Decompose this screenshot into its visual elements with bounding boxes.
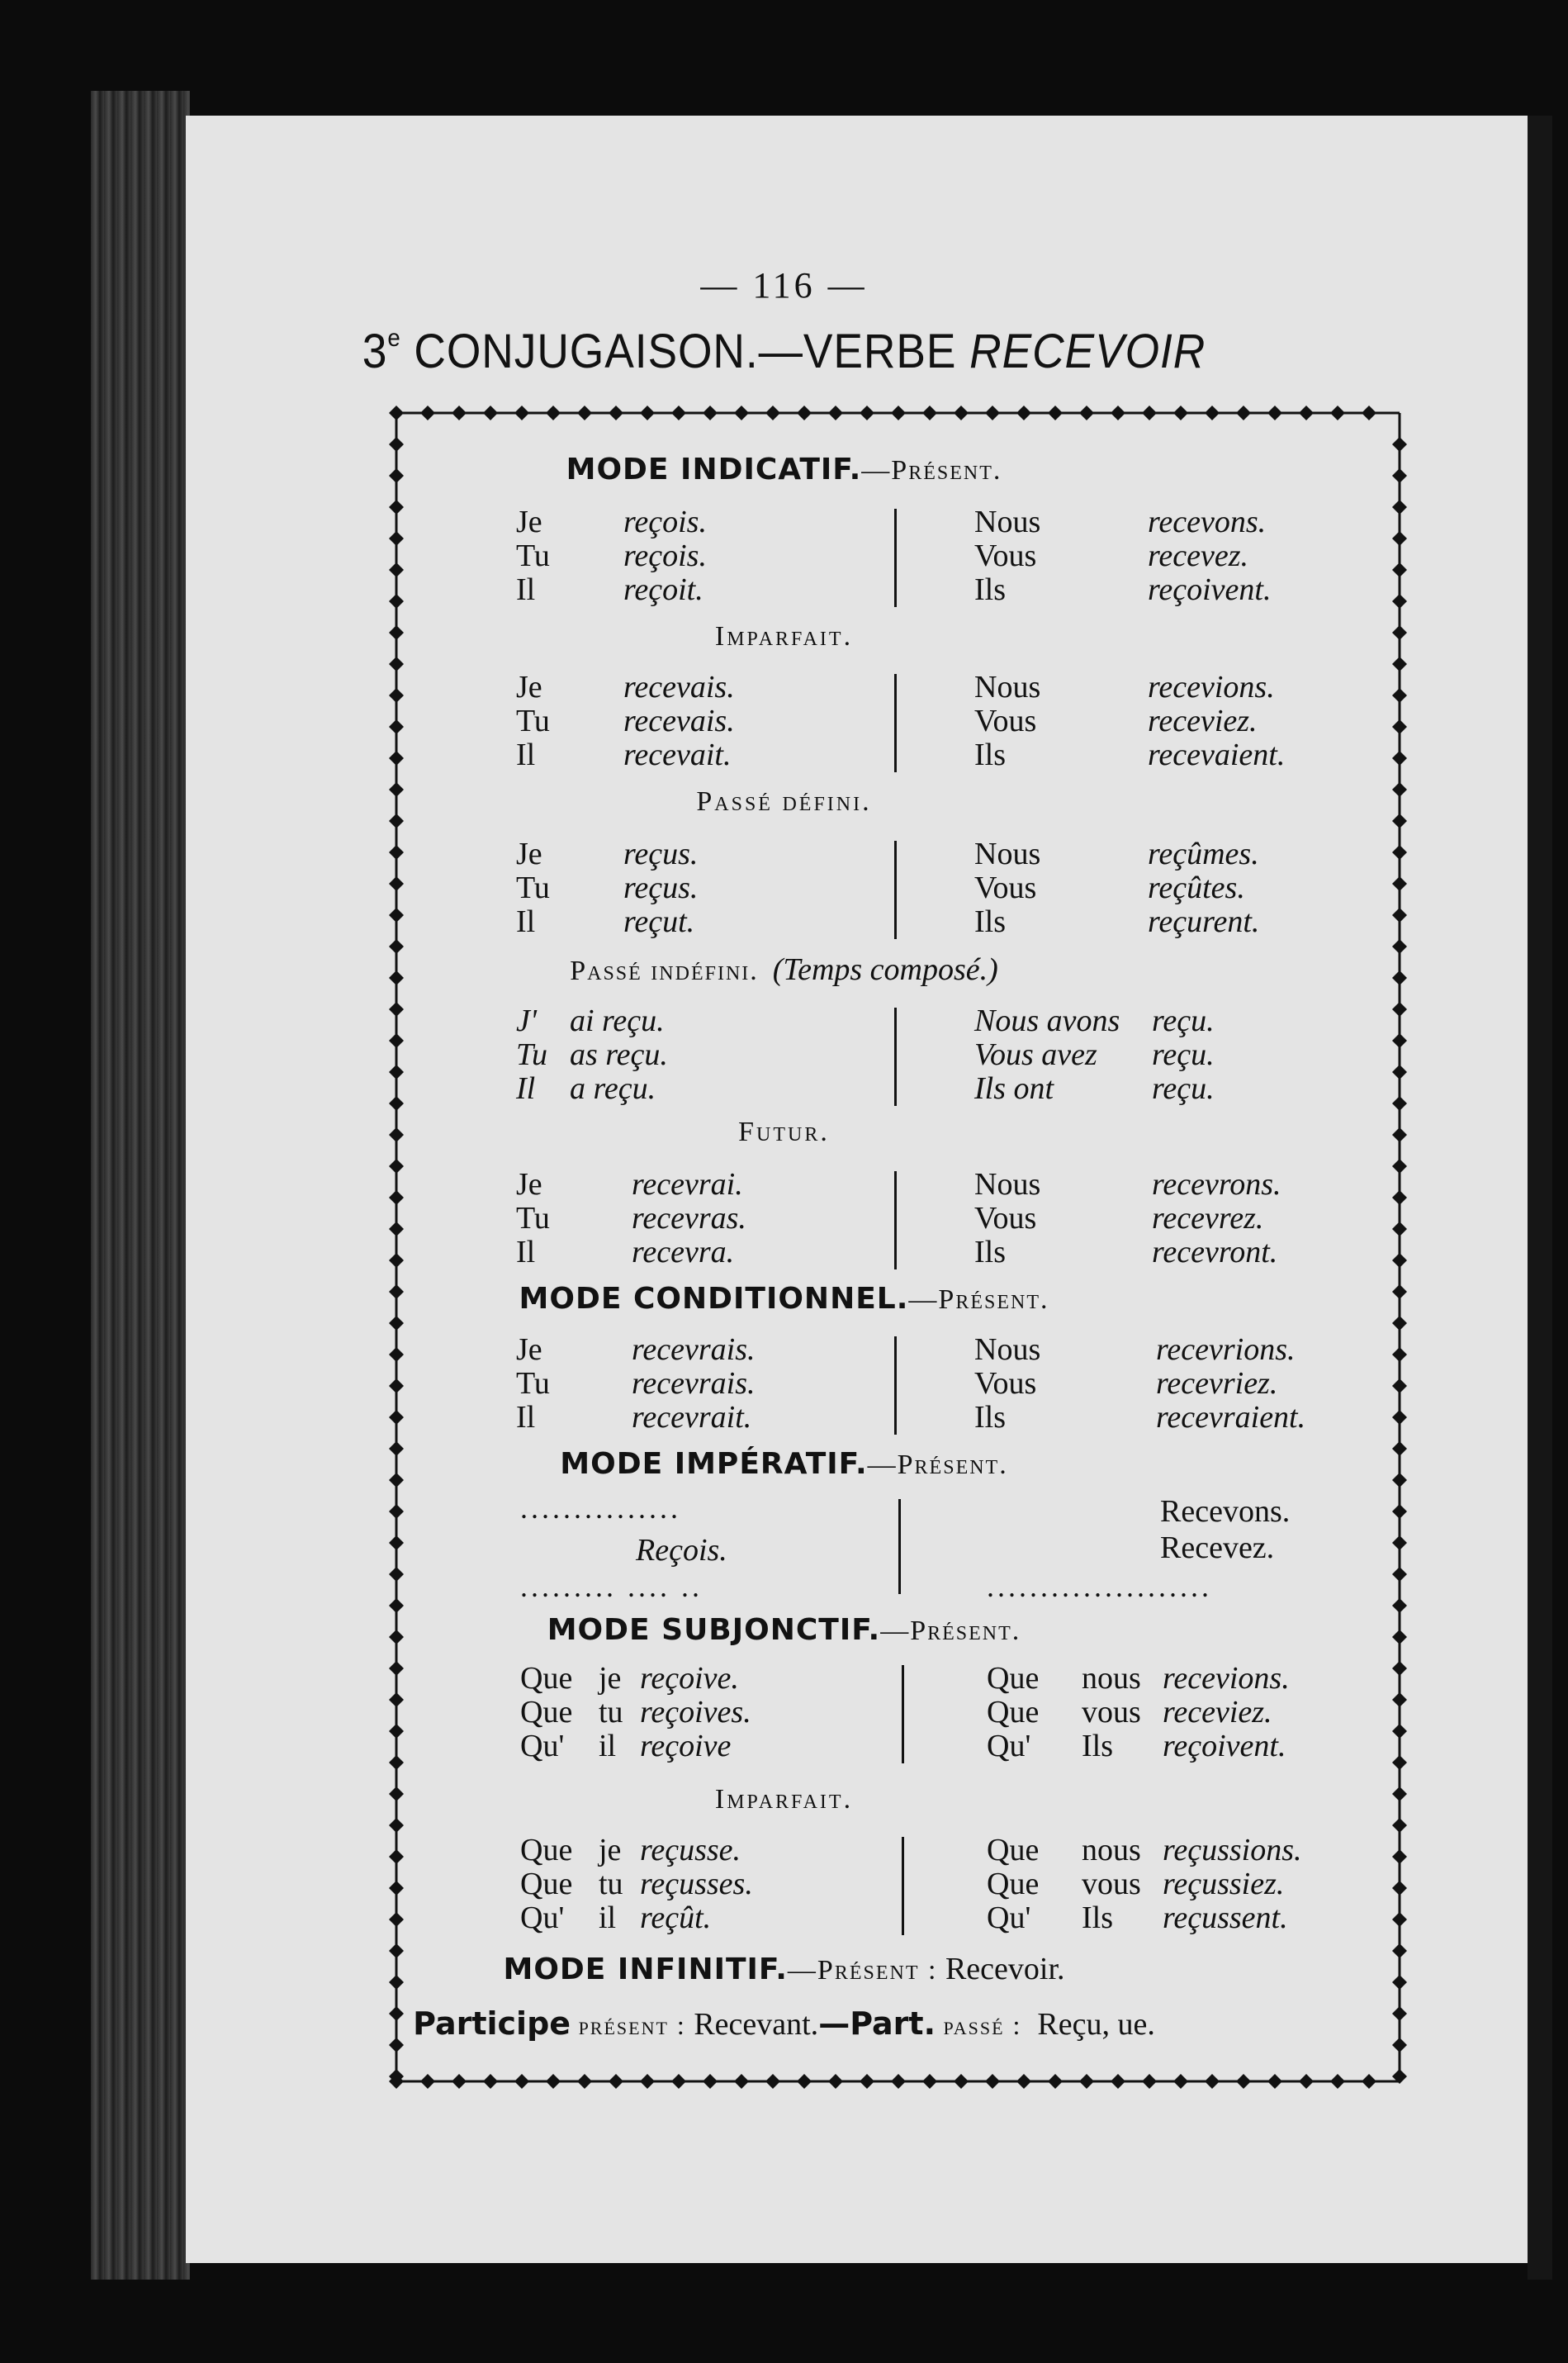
diamond-ornament xyxy=(389,1881,404,1896)
pronoun: Ils xyxy=(974,572,1006,607)
diamond-ornament xyxy=(1330,406,1345,420)
verb-form: receviez. xyxy=(1148,704,1258,738)
pronoun: Tu xyxy=(516,1201,550,1236)
verb-form: recevez. xyxy=(1148,539,1248,573)
diamond-ornament xyxy=(389,1692,404,1707)
column-divider xyxy=(902,1837,904,1935)
imperatif-singular: Reçois. xyxy=(636,1533,727,1568)
column-divider xyxy=(894,509,897,607)
diamond-ornament xyxy=(1048,2074,1063,2089)
column-divider xyxy=(894,1008,897,1106)
diamond-ornament xyxy=(389,1755,404,1770)
verb-form: reçois. xyxy=(623,505,707,539)
diamond-ornament xyxy=(1267,406,1282,420)
diamond-ornament xyxy=(1205,406,1220,420)
diamond-ornament xyxy=(389,562,404,577)
diamond-ornament xyxy=(922,2074,937,2089)
diamond-ornament xyxy=(1392,845,1407,860)
pronoun: Nous xyxy=(974,505,1041,539)
que-word: Qu' xyxy=(987,1900,1031,1935)
diamond-ornament xyxy=(1392,1661,1407,1676)
pronoun: Vous xyxy=(974,1201,1037,1236)
diamond-ornament xyxy=(1173,406,1188,420)
diamond-ornament xyxy=(389,1818,404,1833)
pronoun: Ils xyxy=(974,738,1006,772)
diamond-ornament xyxy=(389,406,404,420)
pronoun: Ils xyxy=(1082,1900,1113,1935)
diamond-ornament xyxy=(389,1222,404,1236)
diamond-ornament xyxy=(1142,2074,1157,2089)
diamond-ornament xyxy=(577,406,592,420)
diamond-ornament xyxy=(734,406,749,420)
conditionnel-heading: MODE CONDITIONNEL.—Présent. xyxy=(519,1282,1049,1316)
pronoun: Il xyxy=(516,1400,536,1435)
page-number: — 116 — xyxy=(700,265,868,306)
diamond-ornament xyxy=(1330,2074,1345,2089)
pronoun: Tu xyxy=(516,1037,548,1072)
pronoun: Ils xyxy=(1082,1729,1113,1763)
diamond-ornament xyxy=(389,876,404,891)
column-divider xyxy=(894,1336,897,1435)
diamond-ornament xyxy=(1392,1881,1407,1896)
title-verb: RECEVOIR xyxy=(969,325,1206,378)
pronoun: vous xyxy=(1082,1695,1141,1730)
imperatif-vous: Recevez. xyxy=(1160,1530,1275,1565)
diamond-ornament xyxy=(1267,2074,1282,2089)
pronoun: Il xyxy=(516,572,536,607)
verb-form: recevrait. xyxy=(632,1400,752,1435)
diamond-ornament xyxy=(389,1190,404,1205)
diamond-ornament xyxy=(389,531,404,546)
column-divider xyxy=(894,841,897,939)
verb-form: recevras. xyxy=(632,1201,746,1236)
verb-form: recevraient. xyxy=(1156,1400,1306,1435)
verb-form: reçoives. xyxy=(640,1695,751,1730)
subjonctif-heading: MODE SUBJONCTIF.—Présent. xyxy=(547,1613,1021,1647)
verb-form: reçois. xyxy=(623,539,707,573)
pronoun: Il xyxy=(516,904,536,939)
diamond-ornament xyxy=(1392,657,1407,671)
infinitif-line: MODE INFINITIF.—Présent : Recevoir. xyxy=(503,1952,1065,1986)
pronoun: Vous xyxy=(974,1366,1037,1401)
diamond-ornament xyxy=(389,1598,404,1613)
que-word: Qu' xyxy=(520,1729,565,1763)
verb-form: recevrons. xyxy=(1152,1167,1281,1202)
diamond-ornament xyxy=(1173,2074,1188,2089)
verb-form: recevrais. xyxy=(632,1366,756,1401)
pronoun: Ils ont xyxy=(974,1071,1054,1106)
pronoun: nous xyxy=(1082,1833,1141,1867)
verb-form: as reçu. xyxy=(570,1037,668,1072)
diamond-ornament xyxy=(389,1504,404,1519)
que-word: Que xyxy=(520,1661,573,1696)
verb-form: recevais. xyxy=(623,670,735,705)
diamond-ornament xyxy=(1392,1535,1407,1550)
diamond-ornament xyxy=(1392,1065,1407,1079)
diamond-ornament xyxy=(389,1849,404,1864)
diamond-ornament xyxy=(609,406,623,420)
verb-form: recevra. xyxy=(632,1235,735,1269)
diamond-ornament xyxy=(389,1567,404,1582)
indicatif-heading: MODE INDICATIF.—Présent. xyxy=(566,453,1002,486)
title-main: CONJUGAISON.—VERBE xyxy=(400,325,970,378)
verb-form: reçoivent. xyxy=(1148,572,1272,607)
imparfait-label: Imparfait. xyxy=(714,621,854,652)
verb-form: reçurent. xyxy=(1148,904,1260,939)
verb-form: a reçu. xyxy=(570,1071,656,1106)
diamond-ornament xyxy=(891,406,906,420)
subj-imparfait-label: Imparfait. xyxy=(714,1784,854,1815)
diamond-ornament xyxy=(860,2074,874,2089)
pronoun: tu xyxy=(599,1695,623,1730)
diamond-ornament xyxy=(389,657,404,671)
diamond-ornament xyxy=(1392,719,1407,734)
diamond-ornament xyxy=(1392,1316,1407,1331)
diamond-ornament xyxy=(1392,1598,1407,1613)
pronoun: tu xyxy=(599,1867,623,1901)
diamond-ornament xyxy=(1392,1692,1407,1707)
diamond-ornament xyxy=(1392,1410,1407,1425)
diamond-ornament xyxy=(1392,1002,1407,1017)
diamond-ornament xyxy=(1392,1222,1407,1236)
pronoun: Il xyxy=(516,738,536,772)
diamond-ornament xyxy=(389,1253,404,1268)
pronoun: nous xyxy=(1082,1661,1141,1696)
imperatif-nous: Recevons. xyxy=(1160,1494,1291,1529)
column-divider xyxy=(902,1665,904,1763)
diamond-ornament xyxy=(1111,2074,1125,2089)
diamond-ornament xyxy=(1362,2074,1376,2089)
pronoun: je xyxy=(599,1833,622,1867)
diamond-ornament xyxy=(1362,406,1376,420)
verb-form: reçus. xyxy=(623,871,699,905)
diamond-ornament xyxy=(389,1096,404,1111)
verb-form: recevions. xyxy=(1163,1661,1290,1696)
verb-form: reçu. xyxy=(1152,1037,1215,1072)
diamond-ornament xyxy=(514,2074,529,2089)
pronoun: Vous avez xyxy=(974,1037,1097,1072)
diamond-ornament xyxy=(577,2074,592,2089)
pronoun: je xyxy=(599,1661,622,1696)
pronoun: Vous xyxy=(974,871,1037,905)
diamond-ornament xyxy=(1079,406,1094,420)
imperatif-dots-a: ............... xyxy=(520,1492,681,1525)
que-word: Que xyxy=(520,1695,573,1730)
pronoun: Nous avons xyxy=(974,1004,1120,1038)
diamond-ornament xyxy=(389,1065,404,1079)
verb-form: reçûmes. xyxy=(1148,837,1259,871)
verb-form: recevrions. xyxy=(1156,1332,1296,1367)
diamond-ornament xyxy=(389,1912,404,1927)
diamond-ornament xyxy=(1079,2074,1094,2089)
pronoun: Je xyxy=(516,837,542,871)
column-divider xyxy=(894,1171,897,1269)
que-word: Que xyxy=(987,1867,1040,1901)
imperatif-divider xyxy=(898,1499,901,1594)
diamond-ornament xyxy=(1392,500,1407,515)
diamond-ornament xyxy=(1392,1504,1407,1519)
diamond-ornament xyxy=(389,1378,404,1393)
diamond-ornament xyxy=(1392,531,1407,546)
diamond-ornament xyxy=(797,406,812,420)
passe-defini-label: Passé défini. xyxy=(696,786,872,817)
diamond-ornament xyxy=(1111,406,1125,420)
pronoun: Je xyxy=(516,1332,542,1367)
diamond-ornament xyxy=(389,908,404,923)
imperatif-dots-b: ......... .... .. xyxy=(520,1570,703,1603)
verb-form: recevaient. xyxy=(1148,738,1286,772)
title-prefix: 3 xyxy=(362,325,388,378)
diamond-ornament xyxy=(483,406,498,420)
diamond-ornament xyxy=(828,2074,843,2089)
pronoun: Nous xyxy=(974,1167,1041,1202)
diamond-ornament xyxy=(609,2074,623,2089)
pronoun: Ils xyxy=(974,1235,1006,1269)
verb-form: recevriez. xyxy=(1156,1366,1278,1401)
verb-form: reçus. xyxy=(623,837,699,871)
que-word: Que xyxy=(520,1867,573,1901)
diamond-ornament xyxy=(1392,1096,1407,1111)
verb-form: reçoive xyxy=(640,1729,732,1763)
verb-form: reçut. xyxy=(623,904,695,939)
verb-form: recevrez. xyxy=(1152,1201,1264,1236)
verb-form: reçût. xyxy=(640,1900,712,1935)
diamond-ornament xyxy=(734,2074,749,2089)
diamond-ornament xyxy=(389,500,404,515)
diamond-ornament xyxy=(420,406,435,420)
diamond-ornament xyxy=(452,2074,467,2089)
verb-form: recevrais. xyxy=(632,1332,756,1367)
diamond-ornament xyxy=(389,437,404,452)
verb-form: reçûtes. xyxy=(1148,871,1245,905)
verb-form: reçusses. xyxy=(640,1867,753,1901)
diamond-ornament xyxy=(389,1724,404,1739)
diamond-ornament xyxy=(389,1347,404,1362)
diamond-ornament xyxy=(389,1159,404,1174)
diamond-ornament xyxy=(891,2074,906,2089)
que-word: Que xyxy=(987,1661,1040,1696)
diamond-ornament xyxy=(1299,406,1314,420)
pronoun: Tu xyxy=(516,871,550,905)
verb-form: reçussions. xyxy=(1163,1833,1302,1867)
que-word: Que xyxy=(520,1833,573,1867)
diamond-ornament xyxy=(1392,1567,1407,1582)
diamond-ornament xyxy=(1392,1347,1407,1362)
diamond-ornament xyxy=(1392,1159,1407,1174)
verb-form: reçoit. xyxy=(623,572,703,607)
diamond-ornament xyxy=(389,751,404,766)
column-divider xyxy=(894,674,897,772)
diamond-ornament xyxy=(389,1535,404,1550)
diamond-ornament xyxy=(985,2074,1000,2089)
verb-form: reçussiez. xyxy=(1163,1867,1285,1901)
diamond-ornament xyxy=(389,1033,404,1048)
verb-form: recevions. xyxy=(1148,670,1275,705)
diamond-ornament xyxy=(703,2074,718,2089)
diamond-ornament xyxy=(483,2074,498,2089)
pronoun: Tu xyxy=(516,1366,550,1401)
diamond-ornament xyxy=(954,2074,969,2089)
verb-form: recevais. xyxy=(623,704,735,738)
diamond-ornament xyxy=(1392,594,1407,609)
passe-indefini-heading: Passé indéfini. (Temps composé.) xyxy=(570,952,998,987)
diamond-ornament xyxy=(1142,406,1157,420)
verb-form: recevait. xyxy=(623,738,732,772)
diamond-ornament xyxy=(1392,1912,1407,1927)
diamond-ornament xyxy=(828,406,843,420)
diamond-ornament xyxy=(1048,406,1063,420)
imperatif-heading: MODE IMPÉRATIF.—Présent. xyxy=(560,1447,1008,1481)
diamond-ornament xyxy=(671,406,686,420)
diamond-ornament xyxy=(389,1661,404,1676)
verb-form: reçoive. xyxy=(640,1661,739,1696)
diamond-ornament xyxy=(1392,876,1407,891)
diamond-ornament xyxy=(860,406,874,420)
diamond-ornament xyxy=(1016,406,1031,420)
diamond-ornament xyxy=(1392,562,1407,577)
diamond-ornament xyxy=(1016,2074,1031,2089)
que-word: Qu' xyxy=(520,1900,565,1935)
diamond-ornament xyxy=(1392,908,1407,923)
pronoun: Tu xyxy=(516,539,550,573)
diamond-ornament xyxy=(1392,1849,1407,1864)
verb-form: reçoivent. xyxy=(1163,1729,1286,1763)
verb-form: recevrai. xyxy=(632,1167,743,1202)
diamond-ornament xyxy=(389,1002,404,1017)
pronoun: Tu xyxy=(516,704,550,738)
diamond-ornament xyxy=(546,406,561,420)
diamond-ornament xyxy=(985,406,1000,420)
diamond-ornament xyxy=(640,406,655,420)
participe-line: Participe présent : Recevant.—Part. passé : Reçu, ue. xyxy=(413,2005,1155,2042)
diamond-ornament xyxy=(1299,2074,1314,2089)
verb-form: recevront. xyxy=(1152,1235,1278,1269)
diamond-ornament xyxy=(389,594,404,609)
verb-form: reçussent. xyxy=(1163,1900,1288,1935)
pronoun: Vous xyxy=(974,539,1037,573)
verb-form: reçusse. xyxy=(640,1833,741,1867)
pronoun: J' xyxy=(516,1004,537,1038)
diamond-ornament xyxy=(1392,1033,1407,1048)
diamond-ornament xyxy=(703,406,718,420)
pronoun: Nous xyxy=(974,1332,1041,1367)
diamond-ornament xyxy=(1392,437,1407,452)
diamond-ornament xyxy=(1236,406,1251,420)
diamond-ornament xyxy=(765,2074,780,2089)
pronoun: Il xyxy=(516,1071,536,1106)
diamond-ornament xyxy=(640,2074,655,2089)
diamond-ornament xyxy=(389,688,404,703)
page-title xyxy=(63,324,1505,379)
title-sup: e xyxy=(387,325,401,352)
pronoun: il xyxy=(599,1900,617,1935)
diamond-ornament xyxy=(389,1410,404,1425)
diamond-ornament xyxy=(797,2074,812,2089)
diamond-ornament xyxy=(1236,2074,1251,2089)
diamond-ornament xyxy=(1392,1378,1407,1393)
futur-label: Futur. xyxy=(738,1117,830,1147)
diamond-ornament xyxy=(765,406,780,420)
diamond-ornament xyxy=(389,1316,404,1331)
diamond-ornament xyxy=(546,2074,561,2089)
verb-form: reçu. xyxy=(1152,1071,1215,1106)
que-word: Que xyxy=(987,1695,1040,1730)
diamond-ornament xyxy=(389,719,404,734)
diamond-ornament xyxy=(514,406,529,420)
diamond-ornament xyxy=(389,845,404,860)
diamond-ornament xyxy=(1392,1724,1407,1739)
pronoun: Vous xyxy=(974,704,1037,738)
diamond-ornament xyxy=(922,406,937,420)
pronoun: Ils xyxy=(974,1400,1006,1435)
pronoun: Nous xyxy=(974,670,1041,705)
imperatif-dots-c: ..................... xyxy=(987,1570,1212,1603)
pronoun: Je xyxy=(516,505,542,539)
pronoun: Ils xyxy=(974,904,1006,939)
verb-form: reçu. xyxy=(1152,1004,1215,1038)
pronoun: Je xyxy=(516,670,542,705)
diamond-ornament xyxy=(1392,1253,1407,1268)
verb-form: receviez. xyxy=(1163,1695,1272,1730)
que-word: Que xyxy=(987,1833,1040,1867)
diamond-ornament xyxy=(452,406,467,420)
pronoun: il xyxy=(599,1729,617,1763)
diamond-ornament xyxy=(1392,1818,1407,1833)
verb-form: recevons. xyxy=(1148,505,1267,539)
diamond-ornament xyxy=(1392,688,1407,703)
diamond-ornament xyxy=(1392,751,1407,766)
diamond-ornament xyxy=(1392,1755,1407,1770)
diamond-ornament xyxy=(954,406,969,420)
verb-form: ai reçu. xyxy=(570,1004,665,1038)
diamond-ornament xyxy=(671,2074,686,2089)
diamond-ornament xyxy=(1205,2074,1220,2089)
pronoun: Il xyxy=(516,1235,536,1269)
pronoun: Nous xyxy=(974,837,1041,871)
que-word: Qu' xyxy=(987,1729,1031,1763)
diamond-ornament xyxy=(420,2074,435,2089)
pronoun: Je xyxy=(516,1167,542,1202)
pronoun: vous xyxy=(1082,1867,1141,1901)
diamond-ornament xyxy=(1392,1190,1407,1205)
